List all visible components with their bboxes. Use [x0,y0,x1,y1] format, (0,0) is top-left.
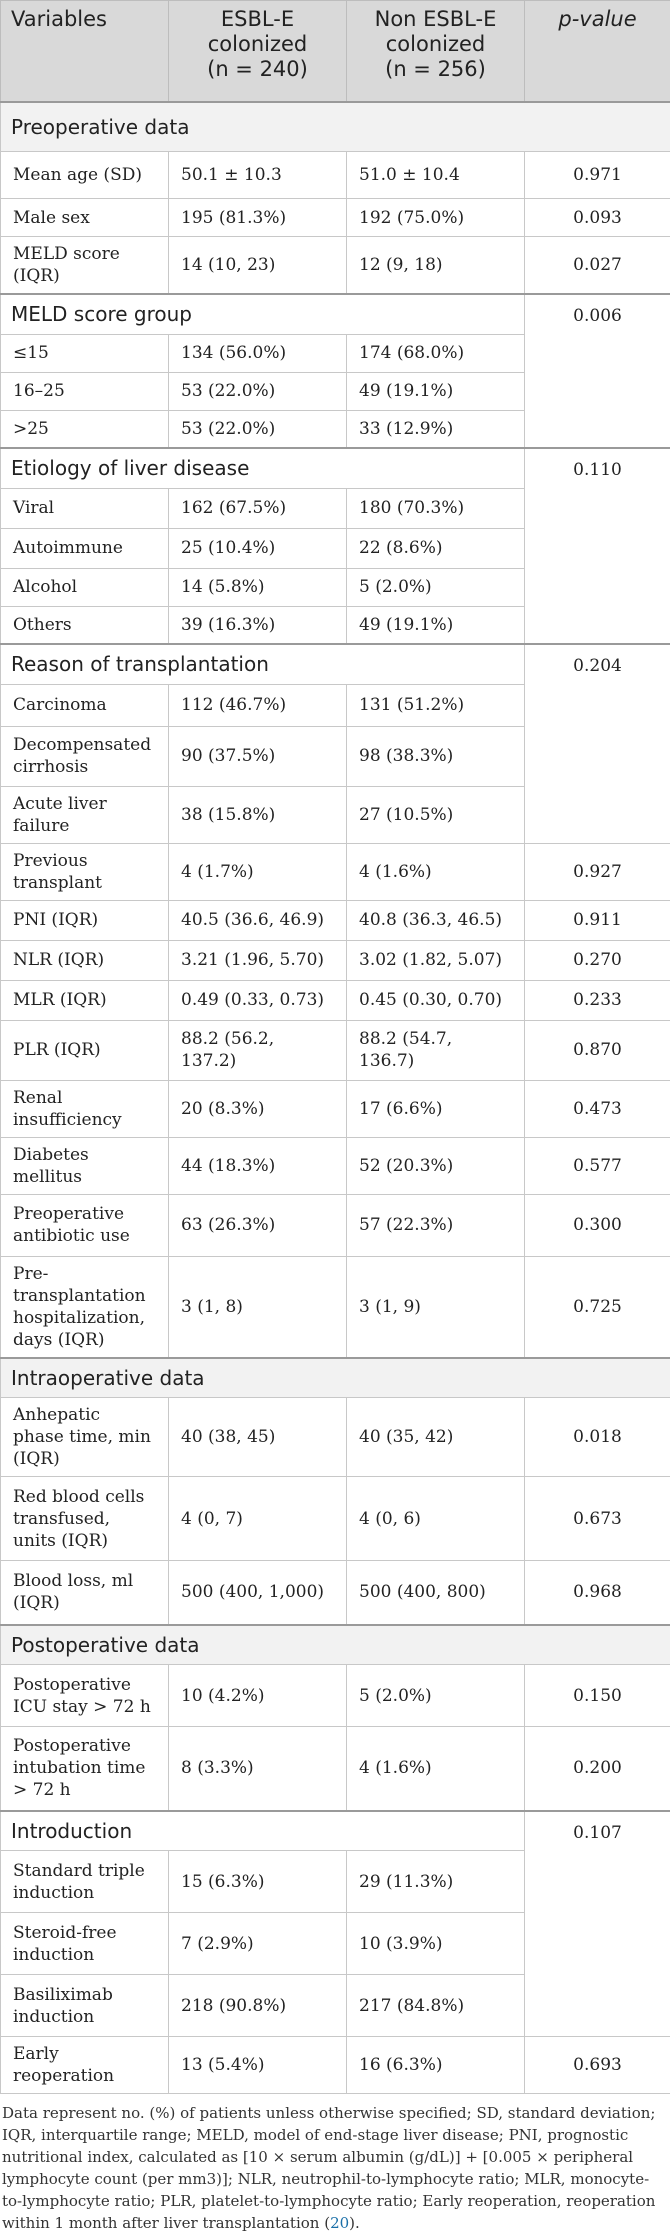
cell-esbl: 53 (22.0%) [169,410,347,448]
cell-esbl: 0.49 (0.33, 0.73) [169,980,347,1020]
header-esbl-line2: colonized [207,32,308,56]
table-row [1,1398,670,1477]
footnote-text: Data represent no. (%) of patients unless otherwise specified; SD, standard deviation; IQR, interquartile range; MELD, model of end-stage liver disease; PNI, prognostic nutritional index, calculated as [10 × serum albumin (g/dL)] + [0.005 × peripheral lymphocyte count (per mm3)]; NLR, neutrophil-to-lymphocyte ratio; MLR, monocyte-to-lymphocyte ratio; PLR, platelet-to-lymphocyte ratio; Early reoperation, reoperation within 1 month after liver transplantation ( [2,2104,656,2232]
cell-non-esbl: 98 (38.3%) [347,726,525,786]
cell-esbl: 14 (5.8%) [169,568,347,606]
cell-esbl: 4 (0, 7) [169,1477,347,1561]
header-variables: Variables [1,1,169,103]
row-label: Acute liver failure [1,786,169,843]
cell-esbl: 162 (67.5%) [169,488,347,528]
cell-pvalue: 0.300 [525,1194,670,1256]
cell-esbl: 15 (6.3%) [169,1851,347,1913]
cell-esbl: 90 (37.5%) [169,726,347,786]
cell-esbl: 20 (8.3%) [169,1080,347,1137]
section-row [1,294,670,334]
cell-pvalue: 0.150 [525,1665,670,1727]
cell-non-esbl: 4 (1.6%) [347,843,525,900]
cell-non-esbl: 500 (400, 800) [347,1561,525,1625]
header-esbl [169,1,347,103]
cell-pvalue: 0.693 [525,2037,670,2094]
row-label: Viral [1,488,169,528]
cell-non-esbl: 180 (70.3%) [347,488,525,528]
cell-esbl: 3 (1, 8) [169,1256,347,1358]
row-label: Renal insufficiency [1,1080,169,1137]
header-pvalue [525,1,670,103]
cell-esbl: 10 (4.2%) [169,1665,347,1727]
row-label: Postoperative ICU stay > 72 h [1,1665,169,1727]
row-label: >25 [1,410,169,448]
row-label: Male sex [1,199,169,237]
cell-esbl: 25 (10.4%) [169,528,347,568]
row-label: Basiliximab induction [1,1975,169,2037]
cell-non-esbl: 3.02 (1.82, 5.07) [347,940,525,980]
cell-pvalue: 0.018 [525,1398,670,1477]
section-row [1,102,670,152]
cell-pvalue: 0.270 [525,940,670,980]
row-label: NLR (IQR) [1,940,169,980]
cell-non-esbl: 27 (10.5%) [347,786,525,843]
section-intraoperative: Intraoperative data [1,1358,670,1398]
row-label: Others [1,606,169,644]
cell-non-esbl: 5 (2.0%) [347,1665,525,1727]
table-row [1,1561,670,1625]
cell-esbl: 88.2 (56.2, 137.2) [169,1020,347,1080]
header-esbl-line3: (n = 240) [207,57,308,81]
cell-esbl: 218 (90.8%) [169,1975,347,2037]
header-non-line1: Non ESBL-E [374,7,497,31]
table-row [1,2037,670,2094]
row-label: MELD score (IQR) [1,237,169,295]
cell-non-esbl: 10 (3.9%) [347,1913,525,1975]
row-label: ≤15 [1,334,169,372]
cell-esbl: 63 (26.3%) [169,1194,347,1256]
section-pvalue-reason: 0.204 [525,644,670,843]
row-label: Red blood cells transfused, units (IQR) [1,1477,169,1561]
cell-pvalue: 0.870 [525,1020,670,1080]
row-label: Alcohol [1,568,169,606]
cell-non-esbl: 0.45 (0.30, 0.70) [347,980,525,1020]
row-label: Preoperative antibiotic use [1,1194,169,1256]
cell-pvalue: 0.911 [525,900,670,940]
row-label: Diabetes mellitus [1,1137,169,1194]
section-postoperative: Postoperative data [1,1625,670,1665]
table-row [1,900,670,940]
cell-esbl: 38 (15.8%) [169,786,347,843]
table-row [1,940,670,980]
table-row [1,1727,670,1811]
row-label: Pre-transplantation hospitalization, days (IQR) [1,1256,169,1358]
cell-non-esbl: 5 (2.0%) [347,568,525,606]
cell-non-esbl: 40 (35, 42) [347,1398,525,1477]
cell-esbl: 8 (3.3%) [169,1727,347,1811]
cell-non-esbl: 17 (6.6%) [347,1080,525,1137]
cell-pvalue: 0.577 [525,1137,670,1194]
cell-pvalue: 0.971 [525,152,670,199]
header-non-esbl [347,1,525,103]
footnote-reference-link[interactable]: 20 [330,2214,350,2232]
cell-esbl: 39 (16.3%) [169,606,347,644]
cell-esbl: 44 (18.3%) [169,1137,347,1194]
row-label: Autoimmune [1,528,169,568]
cell-pvalue: 0.233 [525,980,670,1020]
row-label: 16–25 [1,372,169,410]
row-label: Mean age (SD) [1,152,169,199]
section-row [1,1625,670,1665]
cell-non-esbl: 174 (68.0%) [347,334,525,372]
header-esbl-line1: ESBL-E [220,7,295,31]
cell-pvalue: 0.927 [525,843,670,900]
section-row [1,644,670,684]
cell-non-esbl: 22 (8.6%) [347,528,525,568]
cell-esbl: 4 (1.7%) [169,843,347,900]
cell-non-esbl: 217 (84.8%) [347,1975,525,2037]
row-label: Steroid-free induction [1,1913,169,1975]
header-pvalue-text: p-value [558,7,637,31]
cell-pvalue: 0.673 [525,1477,670,1561]
cell-pvalue: 0.093 [525,199,670,237]
header-non-line2: colonized [385,32,486,56]
section-row [1,448,670,488]
cell-non-esbl: 49 (19.1%) [347,372,525,410]
table-row [1,1020,670,1080]
section-preoperative: Preoperative data [1,102,670,152]
cell-esbl: 195 (81.3%) [169,199,347,237]
table-row [1,1080,670,1137]
section-etiology: Etiology of liver disease [1,448,525,488]
table-row [1,237,670,295]
cell-non-esbl: 49 (19.1%) [347,606,525,644]
header-non-line3: (n = 256) [385,57,486,81]
section-pvalue-meld: 0.006 [525,294,670,448]
cell-esbl: 112 (46.7%) [169,684,347,726]
cell-esbl: 50.1 ± 10.3 [169,152,347,199]
table-row [1,843,670,900]
row-label: Decompensated cirrhosis [1,726,169,786]
section-row [1,1811,670,1851]
cell-non-esbl: 192 (75.0%) [347,199,525,237]
section-reason: Reason of transplantation [1,644,525,684]
cell-non-esbl: 33 (12.9%) [347,410,525,448]
section-pvalue-etiology: 0.110 [525,448,670,644]
cell-esbl: 7 (2.9%) [169,1913,347,1975]
table-row [1,1256,670,1358]
cell-non-esbl: 4 (0, 6) [347,1477,525,1561]
cell-pvalue: 0.473 [525,1080,670,1137]
table-row [1,1137,670,1194]
row-label: Early reoperation [1,2037,169,2094]
cell-esbl: 14 (10, 23) [169,237,347,295]
cell-non-esbl: 4 (1.6%) [347,1727,525,1811]
table-row [1,152,670,199]
cell-esbl: 13 (5.4%) [169,2037,347,2094]
row-label: MLR (IQR) [1,980,169,1020]
table-row [1,1477,670,1561]
table-row [1,980,670,1020]
section-pvalue-introduction: 0.107 [525,1811,670,2037]
row-label: Blood loss, ml (IQR) [1,1561,169,1625]
cell-non-esbl: 88.2 (54.7, 136.7) [347,1020,525,1080]
row-label: Previous transplant [1,843,169,900]
table-row [1,199,670,237]
footnote-end: ). [349,2214,360,2232]
row-label: PNI (IQR) [1,900,169,940]
cell-non-esbl: 52 (20.3%) [347,1137,525,1194]
cell-non-esbl: 131 (51.2%) [347,684,525,726]
row-label: Postoperative intubation time > 72 h [1,1727,169,1811]
cell-pvalue: 0.027 [525,237,670,295]
cell-pvalue: 0.200 [525,1727,670,1811]
table-header-row [1,1,670,103]
cell-esbl: 40 (38, 45) [169,1398,347,1477]
cell-esbl: 3.21 (1.96, 5.70) [169,940,347,980]
cell-pvalue: 0.725 [525,1256,670,1358]
cell-esbl: 53 (22.0%) [169,372,347,410]
row-label: Anhepatic phase time, min (IQR) [1,1398,169,1477]
cell-esbl: 134 (56.0%) [169,334,347,372]
section-introduction: Introduction [1,1811,525,1851]
section-meld-group: MELD score group [1,294,525,334]
cell-esbl: 500 (400, 1,000) [169,1561,347,1625]
cell-non-esbl: 57 (22.3%) [347,1194,525,1256]
cell-pvalue: 0.968 [525,1561,670,1625]
cell-non-esbl: 3 (1, 9) [347,1256,525,1358]
cell-non-esbl: 40.8 (36.3, 46.5) [347,900,525,940]
table-footnote [0,2094,670,2234]
cell-non-esbl: 12 (9, 18) [347,237,525,295]
table-row [1,1194,670,1256]
cell-non-esbl: 29 (11.3%) [347,1851,525,1913]
cell-esbl: 40.5 (36.6, 46.9) [169,900,347,940]
row-label: PLR (IQR) [1,1020,169,1080]
section-row [1,1358,670,1398]
cell-non-esbl: 16 (6.3%) [347,2037,525,2094]
row-label: Standard triple induction [1,1851,169,1913]
table-row [1,1665,670,1727]
row-label: Carcinoma [1,684,169,726]
cell-non-esbl: 51.0 ± 10.4 [347,152,525,199]
